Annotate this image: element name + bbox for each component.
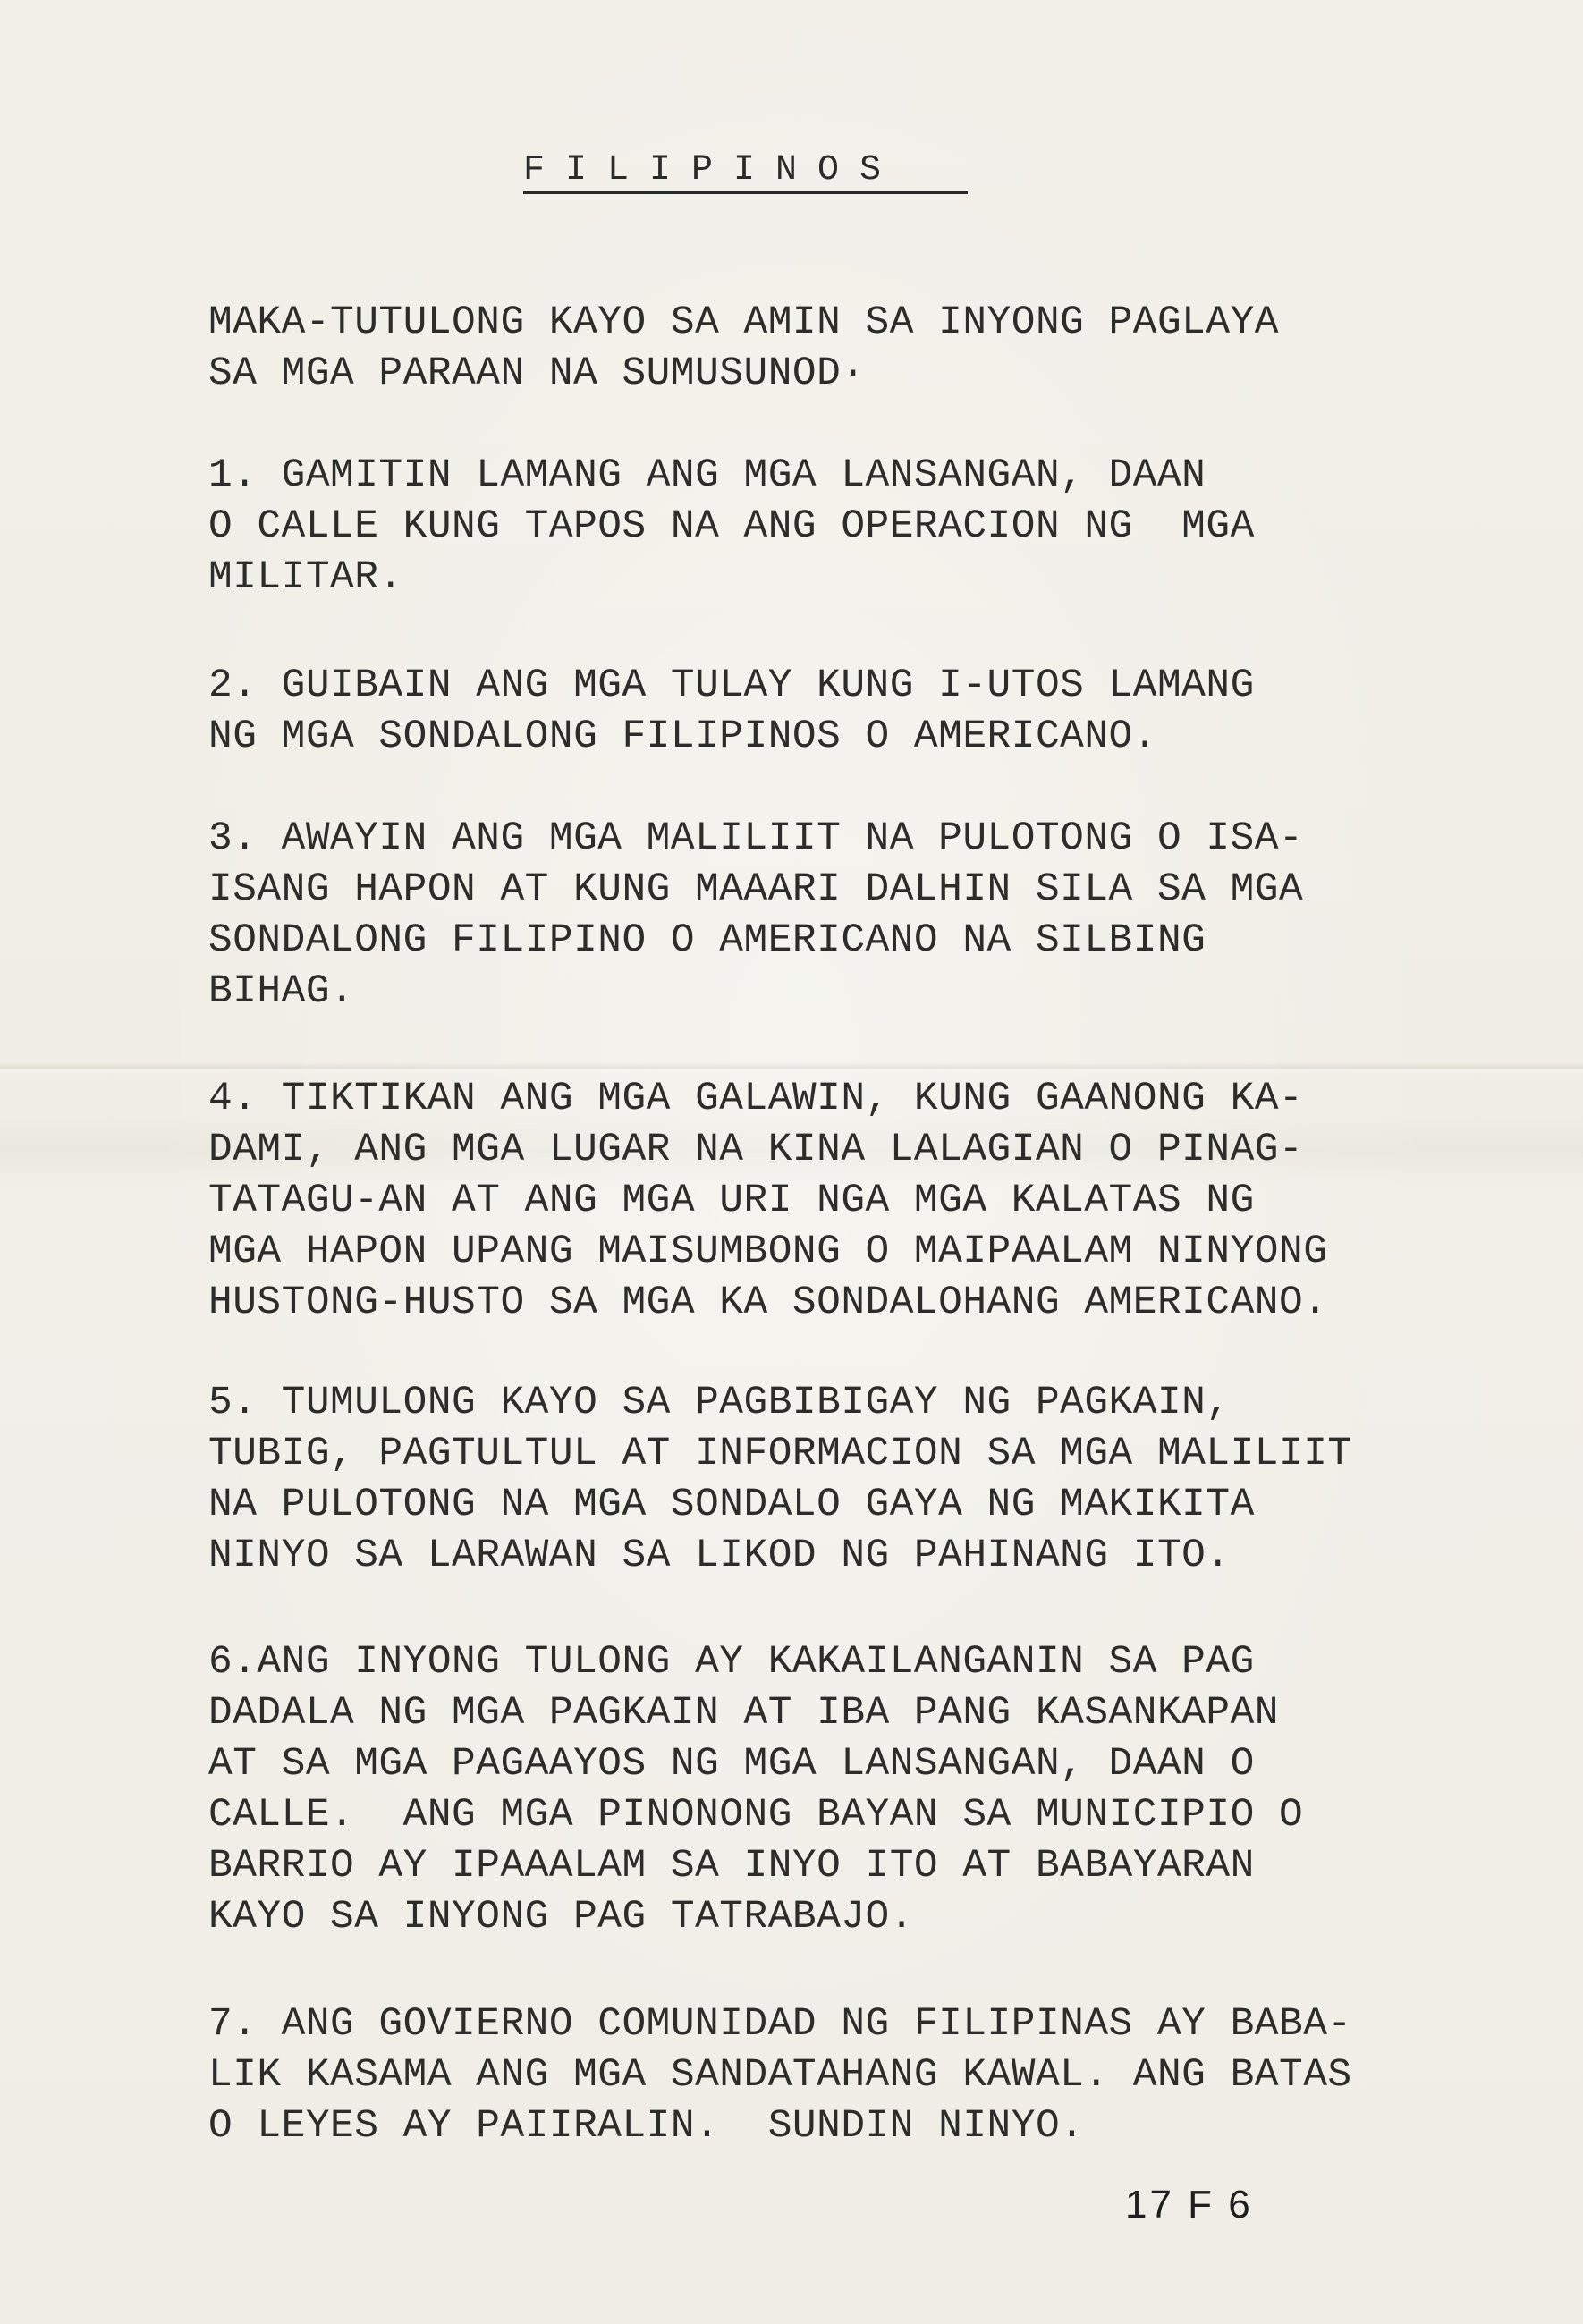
paper-fold-crease	[0, 1062, 1583, 1075]
list-item-6: 6.ANG INYONG TULONG AY KAKAILANGANIN SA PAG DADALA NG MGA PAGKAIN AT IBA PANG KASANKAPAN AT SA MGA PAGAAYOS NG MGA LANSANGAN, DAAN O CALLE. ANG MGA PINONONG BAYAN SA MUNICIPIO O BARRIO AY IPAAALAM SA INYO ITO AT BABAYARAN KAYO SA INYONG PAG TATRABAJO.	[208, 1640, 1304, 1939]
list-item-4: 4. TIKTIKAN ANG MGA GALAWIN, KUNG GAANONG KA- DAMI, ANG MGA LUGAR NA KINA LALAGIAN O PINAG- TATAGU-AN AT ANG MGA URI NGA MGA KALATAS NG MGA HAPON UPANG MAISUMBONG O MAIPAALAM NINYONG HUSTONG-HUSTO SA MGA KA SONDALOHANG AMERICANO.	[208, 1077, 1328, 1325]
list-item-2: 2. GUIBAIN ANG MGA TULAY KUNG I-UTOS LAMANG NG MGA SONDALONG FILIPINOS O AMERICANO.	[208, 663, 1255, 759]
intro-paragraph: MAKA-TUTULONG KAYO SA AMIN SA INYONG PAGLAYA SA MGA PARAAN NA SUMUSUNOD·	[208, 300, 1279, 396]
reference-number: 17 F 6	[1125, 2183, 1253, 2227]
list-item-7: 7. ANG GOVIERNO COMUNIDAD NG FILIPINAS AY BABA- LIK KASAMA ANG MGA SANDATAHANG KAWAL. ANG BATAS O LEYES AY PAIIRALIN. SUNDIN NINYO.	[208, 2002, 1352, 2149]
list-item-5: 5. TUMULONG KAYO SA PAGBIBIGAY NG PAGKAIN, TUBIG, PAGTULTUL AT INFORMACION SA MGA MALILIIT NA PULOTONG NA MGA SONDALO GAYA NG MAKIKITA NINYO SA LARAWAN SA LIKOD NG PAHINANG ITO.	[208, 1381, 1352, 1578]
list-item-3: 3. AWAYIN ANG MGA MALILIIT NA PULOTONG O ISA- ISANG HAPON AT KUNG MAAARI DALHIN SILA SA MGA SONDALONG FILIPINO O AMERICANO NA SILBING BIHAG.	[208, 816, 1304, 1014]
list-item-1: 1. GAMITIN LAMANG ANG MGA LANSANGAN, DAAN O CALLE KUNG TAPOS NA ANG OPERACION NG MGA MILITAR.	[208, 453, 1255, 600]
document-title: FILIPINOS	[523, 150, 902, 190]
title-underline	[523, 191, 968, 194]
